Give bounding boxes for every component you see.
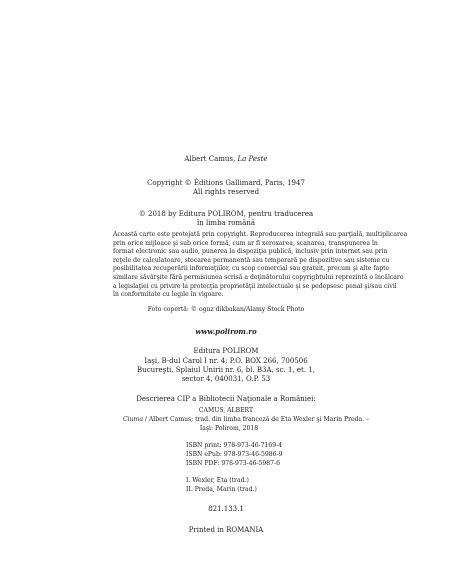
translation-line-2: în limba română <box>196 219 256 227</box>
notice-line: prin orice mijloace şi sub orice formă, cum ar fi xeroxarea, scanarea, transpunerea în <box>113 239 378 247</box>
cip-author: CAMUS, ALBERT <box>198 407 254 414</box>
cip-entry <box>113 416 370 433</box>
notice-line: posibilitatea recuperării informaţiilor, cu scop comercial sau gratuit, precum şi alte fapte <box>113 265 390 273</box>
title-line <box>0 155 452 164</box>
translation-line-1: © 2018 by Editura POLIROM, pentru traducerea <box>138 210 314 218</box>
notice-line: reţele de calculatoare, stocarea permanentă sau temporară pe dispozitive sau sisteme cu <box>113 256 390 264</box>
copyright-line-2: All rights reserved <box>192 188 260 196</box>
publisher-address-2: Bucureşti, Splaiul Unirii nr. 6, bl. B3A, sc. 1, et. 1, <box>137 366 315 374</box>
cover-photo-credit: Foto copertă: © oguz dikbakan/Alamy Stock Photo <box>147 306 305 313</box>
work-title: La Peste <box>237 155 268 163</box>
notice-line: în conformitate cu legile în vigoare. <box>113 291 224 299</box>
notice-line: format electronic sau audio, punerea la dispoziţia publică, inclusiv prin internet sau prin <box>113 248 388 256</box>
isbn-pdf: ISBN PDF: 978-973-46-5987-6 <box>186 460 280 467</box>
cip-heading: Descrierea CIP a Bibliotecii Naţionale a României: <box>136 395 316 403</box>
notice-line: similare săvârşite fără permisiunea scrisă a deţinătorului copyrightului reprezintă o încălcare <box>113 273 404 281</box>
classification: 821.133.1 <box>208 505 244 513</box>
copyright-line-1: Copyright © Éditions Gallimard, Paris, 1947 <box>147 179 305 187</box>
cip-entry-title: Ciuma <box>123 416 143 423</box>
contributor-2: II. Preda, Marin (trad.) <box>186 486 257 493</box>
publisher-name: Editura POLIROM <box>193 347 259 355</box>
cip-entry-line-2: Iaşi: Polirom, 2018 <box>199 424 259 432</box>
printed-in: Printed in ROMANIA <box>188 526 264 534</box>
publisher-address-1: Iaşi, B-dul Carol I nr. 4; P.O. BOX 266, 700506 <box>144 357 308 365</box>
notice-line: Această carte este protejată prin copyright. Reproducerea integrală sau parţială, multiplicarea <box>113 231 408 238</box>
cip-entry-rest: / Albert Camus; trad. din limba franceză de Eta Wexler şi Marin Preda. – <box>142 416 370 423</box>
isbn-epub: ISBN ePub: 978-973-46-5986-9 <box>186 451 283 458</box>
publisher-address-3: sector 4, 040031, O.P. 53 <box>181 375 271 383</box>
notice-line: a legislaţiei cu privire la protecţia proprietăţii intelectuale şi se pedepsesc penal şi/sau civil <box>113 282 397 290</box>
contributor-1: I. Wexler, Eta (trad.) <box>186 477 249 484</box>
copyright-notice <box>113 231 408 300</box>
publisher-website[interactable]: www.polirom.ro <box>195 327 257 336</box>
isbn-print: ISBN print: 978-973-46-7169-4 <box>186 442 283 449</box>
cip-entry-line-1 <box>113 416 370 425</box>
author-name: Albert Camus, <box>184 155 238 163</box>
